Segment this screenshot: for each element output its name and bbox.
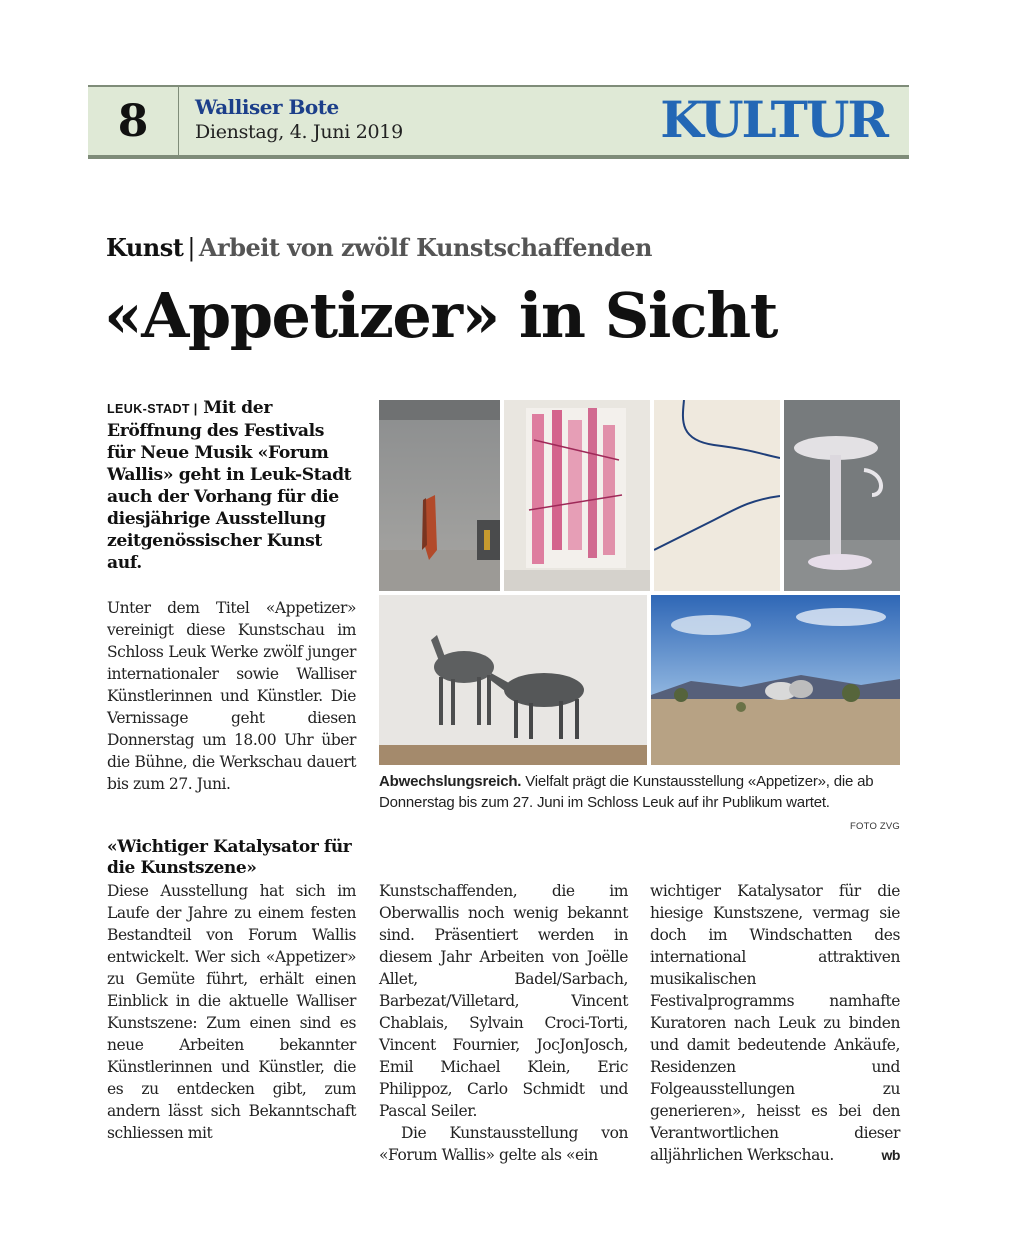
lead-text: Mit der Eröffnung des Festivals für Neue Musik «Forum Wallis» geht in Leuk-Stadt auch der Vorhang für die diesjährige Ausstellung zeitgenössischer Kunst auf. <box>107 398 352 573</box>
photo-caption <box>379 771 900 813</box>
body-text: Die Kunstausstellung von «Forum Wallis» gelte als «ein <box>379 1124 628 1164</box>
kicker-separator: | <box>187 234 195 262</box>
body-text: wichtiger Katalysator für die hiesige Kunstszene, vermag sie doch im Windschatten des international attraktiven musikalischen Festivalprogramms namhafte Kuratoren nach Leuk zu binden und damit bedeutende Ankäufe, Residenzen und Folgeausstellungen zu generieren», heisst es bei den Verantwortlichen dieser alljährlichen Werkschau. <box>650 882 900 1164</box>
article-kicker <box>106 233 652 262</box>
photo-pink-painting <box>504 400 650 591</box>
body-text: Kunstschaffenden, die im Oberwallis noch wenig bekannt sind. Präsentiert werden in diesem Jahr Arbeiten von Joëlle Allet, Badel/Sarbach, Barbezat/Villetard, Vincent Chablais, Sylvain Croci-Torti, Vincent Fournier, JocJonJosch, Emil Michael Klein, Eric Philippoz, Carlo Schmidt und Pascal Seiler. <box>379 882 628 1120</box>
kicker-topic: Kunst <box>106 233 184 262</box>
issue-date: Dienstag, 4. Juni 2019 <box>195 121 403 143</box>
body-column-3 <box>650 880 900 1166</box>
kicker-text: Arbeit von zwölf Kunstschaffenden <box>198 233 652 262</box>
body-column-1 <box>107 880 356 1144</box>
page-header <box>88 85 909 159</box>
photo-line-drawing <box>654 400 780 591</box>
photo-collage <box>379 400 900 765</box>
photo-desert-landscape <box>651 595 900 765</box>
article-subhead: «Wichtiger Katalysator für die Kunstszene» <box>107 837 352 878</box>
intro-paragraph <box>107 597 356 795</box>
intro-text: Unter dem Titel «Appetizer» vereinigt diese Kunstschau im Schloss Leuk Werke zwölf junger internationaler sowie Walliser Künstlerinnen und Künstler. Die Vernissage geht diesen Donnerstag um 18.00 Uhr über die Bühne, die Werkschau dauert bis zum 27. Juni. <box>107 599 356 793</box>
body-column-2 <box>379 880 628 1166</box>
caption-lead: Abwechslungsreich. <box>379 773 522 790</box>
page-number: 8 <box>88 87 179 155</box>
section-title: KULTUR <box>660 90 887 149</box>
caption-text: Vielfalt prägt die Kunstausstellung «Appetizer», die ab Donnerstag bis zum 27. Juni im Schloss Leuk auf ihr Publikum wartet. <box>379 773 874 811</box>
photo-deer-drawing <box>379 595 647 765</box>
body-text: Diese Ausstellung hat sich im Laufe der Jahre zu einem festen Bestandteil von Forum Wallis entwickelt. Wer sich «Appetizer» zu Gemüte führt, erhält einen Einblick in die aktuelle Walliser Kunstszene: Zum einen sind es neue Arbeiten bekannter Künstlerinnen und Künstler, die es zu entdecken gibt, zum andern lässt sich Bekanntschaft schliessen mit <box>107 882 356 1142</box>
dateline: LEUK-STADT | <box>107 402 198 416</box>
photo-credit: FOTO ZVG <box>850 821 900 832</box>
article-headline: «Appetizer» in Sicht <box>104 279 777 352</box>
newspaper-name: Walliser Bote <box>195 95 339 119</box>
photo-gallery-room <box>379 400 500 591</box>
photo-table-sculpture <box>784 400 900 591</box>
article-lead <box>107 397 357 574</box>
author-initials: wb <box>881 1147 900 1163</box>
